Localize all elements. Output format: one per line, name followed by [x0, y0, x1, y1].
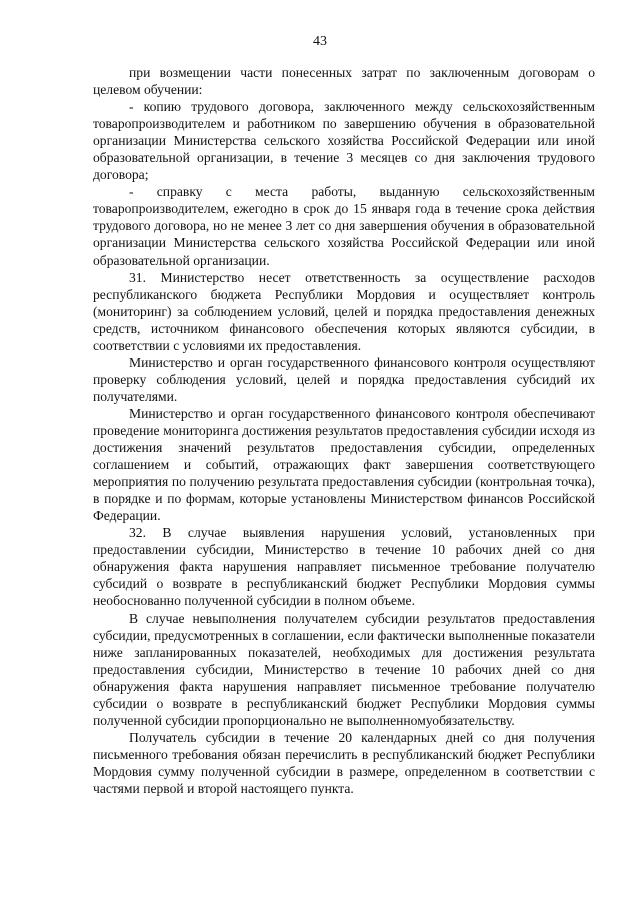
paragraph: Министерство и орган государственного финансового контроля осуществляют проверку соблюдения условий, целей и порядка предоставления субсидий их получателями.	[93, 354, 595, 404]
document-body	[93, 64, 595, 797]
paragraph: 31. Министерство несет ответственность за осуществление расходов республиканского бюджета Республики Мордовия и осуществляет контроль (мониторинг) за соблюдением условий, целей и порядка предоставления денежных средств, источником финансового обеспечения которых являются субсидии, в соответствии с условиями их предоставления.	[93, 269, 595, 353]
list-item: - копию трудового договора, заключенного между сельскохозяйственным товаропроизводителем и работником по завершению обучения в образовательной организации Министерства сельского хозяйства Российской Федерации или иной образовательной организации, в течение 3 месяцев со дня заключения трудового договора;	[93, 99, 595, 183]
paragraph: Получатель субсидии в течение 20 календарных дней со дня получения письменного требования обязан перечислить в республиканский бюджет Республики Мордовия сумму полученной субсидии в размере, определенном в соответствии с частями первой и второй настоящего пункта.	[93, 729, 595, 796]
paragraph: Министерство и орган государственного финансового контроля обеспечивают проведение мониторинга достижения результатов предоставления субсидии исходя из достижения значений результатов предоставления субсидии, определенных соглашением и событий, отражающих факт завершения соответствующего мероприятия по получению результата предоставления субсидии (контрольная точка), в порядке и по формам, которые установлены Министерством финансов Российской Федерации.	[93, 405, 595, 524]
paragraph: при возмещении части понесенных затрат по заключенным договорам о целевом обучении:	[93, 65, 595, 98]
list-item: - справку с места работы, выданную сельскохозяйственным товаропроизводителем, ежегодно в срок до 15 января года в течение срока действия трудового договора, но не менее 3 лет со дня завершения обучения в образовательной организации Министерства сельского хозяйства Российской Федерации или иной образовательной организации.	[93, 184, 595, 268]
page-number: 43	[313, 34, 327, 49]
paragraph: В случае невыполнения получателем субсидии результатов предоставления субсидии, предусмотренных в соглашении, если фактически выполненные показатели ниже запланированных показателей, необходимых для достижения результата предоставления субсидии, Министерство в течение 10 рабочих дней со дня обнаружения факта нарушения направляет письменное требование получателю субсидии о возврате в республиканский бюджет Республики Мордовия суммы полученной субсидии пропорционально не выполненномуобязательству.	[93, 610, 595, 728]
paragraph: 32. В случае выявления нарушения условий, установленных при предоставлении субсидии, Министерство в течение 10 рабочих дней со дня обнаружения факта нарушения направляет письменное требование получателю субсидий о возврате в республиканский бюджет Республики Мордовия суммы необоснованно полученной субсидии в полном объеме.	[93, 525, 595, 609]
